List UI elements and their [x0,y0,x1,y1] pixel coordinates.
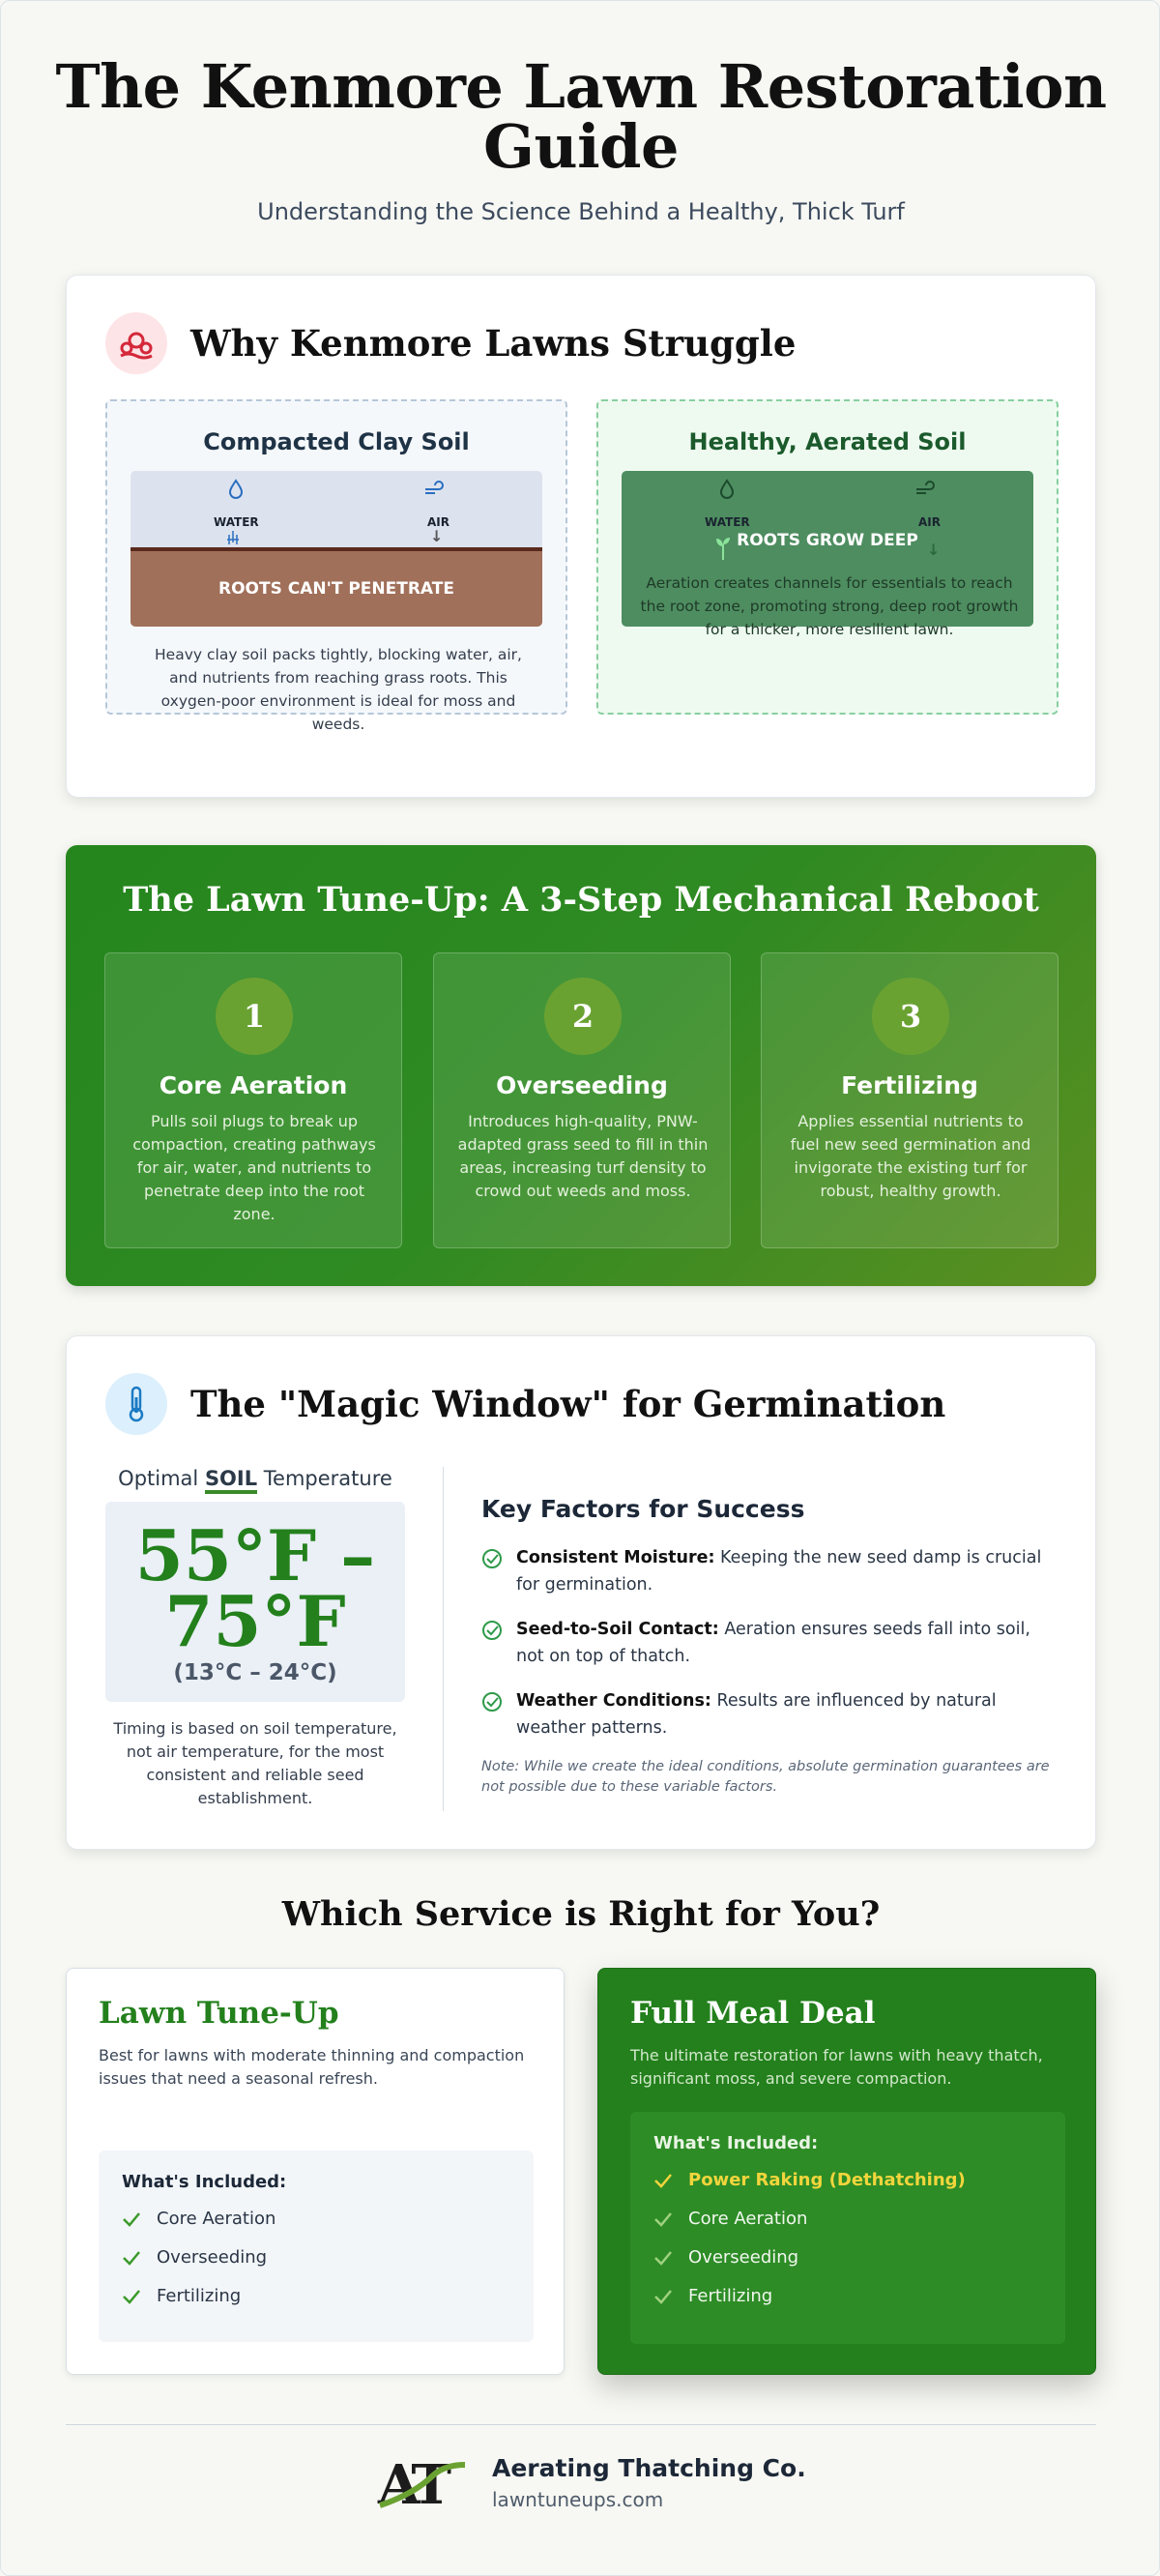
check-icon [653,2250,673,2266]
check-icon [122,2289,141,2304]
water-label: WATER [214,515,259,529]
tuneup-title: The Lawn Tune-Up: A 3-Step Mechanical Reboot [123,880,1039,920]
air-arrow-icon: ↓ [430,527,444,545]
healthy-title: Healthy, Aerated Soil [688,428,967,455]
page-subtitle: Understanding the Science Behind a Healthy, Thick Turf [257,198,905,225]
air-label: AIR [427,515,450,529]
temperature-celsius: (13°C – 24°C) [173,1660,337,1685]
magic-window-card [66,1335,1096,1850]
step-card-aeration [104,952,402,1248]
included-item: Overseeding [122,2239,510,2277]
check-circle-icon [481,1620,503,1641]
factors-note: Note: While we create the ideal conditions, absolute germination guarantees are not possible due to these variable factors. [481,1759,1050,1795]
footer-divider [66,2424,1096,2425]
temperature-block [105,1467,405,1810]
check-icon [653,2289,673,2304]
compacted-banner: ROOTS CAN'T PENETRATE [218,579,454,599]
service-description: Best for lawns with moderate thinning and compaction issues that need a seasonal refresh. [99,2046,525,2088]
water-drop-icon [718,479,736,500]
check-icon [122,2250,141,2266]
water-label: WATER [705,515,750,529]
included-item: Overseeding [653,2239,1042,2277]
thermometer-icon [105,1373,167,1435]
included-box [99,2151,534,2342]
step-text: Applies essential nutrients to fuel new seed germination and invigorate the existing turf for robust, healthy growth. [790,1112,1031,1200]
service-name: Full Meal Deal [630,1996,876,2031]
check-circle-icon [481,1691,503,1712]
service-name: Lawn Tune-Up [99,1996,339,2031]
temperature-caption: Optimal SOIL Temperature [105,1467,405,1490]
air-arrow-icon: ↓ [927,541,941,559]
check-icon [122,2211,141,2227]
temperature-fahrenheit: 55°F – 75°F [134,1514,376,1662]
included-item: Core Aeration [653,2200,1042,2239]
services-title: Which Service is Right for You? [281,1894,881,1934]
check-icon [653,2173,673,2188]
included-item: Core Aeration [122,2200,510,2239]
clay-layer [130,551,542,627]
wind-icon [423,479,447,496]
logo-text: AT [378,2453,447,2517]
step-card-overseeding [433,952,731,1248]
wind-icon [914,479,938,496]
factor-item: Consistent Moisture: Keeping the new seed damp is crucial for germination. [481,1544,1061,1598]
step-text: Introduces high-quality, PNW-adapted grass seed to fill in thin areas, increasing turf density to crowd out weeds and moss. [457,1112,709,1200]
temperature-note: Timing is based on soil temperature, not air temperature, for the most consistent and reliable seed establishment. [113,1719,397,1807]
footer [376,2453,806,2517]
healthy-description: Aeration creates channels for essentials to reach the root zone, promoting strong, deep root growth for a thicker, more resilient lawn. [640,574,1019,638]
company-url[interactable]: lawntuneups.com [492,2487,664,2511]
step-text: Pulls soil plugs to break up compaction, creating pathways for air, water, and nutrients to penetrate deep into the root zone. [132,1112,376,1223]
air-label: AIR [918,515,941,529]
step-number: 3 [872,978,949,1055]
company-name: Aerating Thatching Co. [492,2453,806,2482]
compacted-diagram [130,471,542,627]
step-card-fertilizing [761,952,1058,1248]
step-number: 1 [216,978,293,1055]
step-title: Overseeding [496,1071,668,1099]
included-label: What's Included: [653,2133,819,2153]
struggle-title: Why Kenmore Lawns Struggle [190,322,797,365]
factor-item: Seed-to-Soil Contact: Aeration ensures seeds fall into soil, not on top of thatch. [481,1616,1061,1670]
healthy-banner: ROOTS GROW DEEP [737,531,918,550]
roots-icon [224,531,242,546]
included-box [630,2112,1065,2344]
page-title: The Kenmore Lawn Restoration Guide [55,51,1107,182]
service-card-full-meal-deal[interactable] [597,1968,1096,2375]
service-description: The ultimate restoration for lawns with heavy thatch, significant moss, and severe compaction. [630,2046,1043,2088]
step-title: Core Aeration [159,1071,348,1099]
tuneup-section [66,845,1096,1286]
included-label: What's Included: [122,2172,287,2192]
bacteria-icon [105,312,167,374]
check-circle-icon [481,1548,503,1569]
healthy-banner-wrap [622,531,1033,550]
divider [443,1467,444,1811]
logo-swoosh-icon [376,2461,471,2509]
compacted-soil-panel [105,399,567,733]
struggle-card [66,275,1096,798]
compacted-title: Compacted Clay Soil [203,428,470,455]
included-item-highlight: Power Raking (Dethatching) [653,2161,1042,2200]
temperature-box [105,1502,405,1702]
water-drop-icon [227,479,245,500]
factors-title: Key Factors for Success [481,1495,805,1523]
step-title: Fertilizing [841,1071,978,1099]
healthy-soil-panel [596,399,1058,715]
compacted-description: Heavy clay soil packs tightly, blocking water, air, and nutrients from reaching grass roots. This oxygen-poor environment is ideal for moss and weeds. [155,646,522,733]
factor-item: Weather Conditions: Results are influenced by natural weather patterns. [481,1687,1061,1742]
check-icon [653,2211,673,2227]
included-item: Fertilizing [122,2277,510,2316]
key-factors [481,1495,1061,1798]
service-card-tuneup[interactable] [66,1968,565,2375]
magic-title: The "Magic Window" for Germination [190,1383,946,1425]
company-logo [376,2453,471,2517]
hero [1,51,1160,225]
included-item: Fertilizing [653,2277,1042,2316]
step-number: 2 [544,978,622,1055]
